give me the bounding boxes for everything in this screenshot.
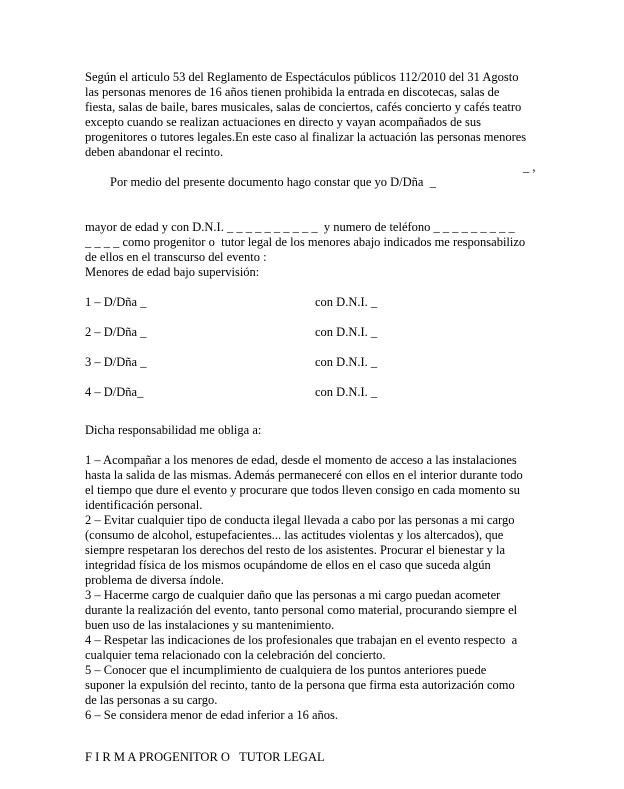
minor-name-blank: 1 – D/Dña _ [85,295,147,309]
obligation-line: 2 – Evitar cualquier tipo de conducta ilegal llevada a cabo por las personas a mi cargo [85,513,515,527]
declaration-line-name [85,160,555,220]
obligations-list [85,453,555,723]
intro-line: excepto cuando se realizan actuaciones en directo y vayan acompañados de sus [85,115,482,129]
intro-line: las personas menores de 16 años tienen prohibida la entrada en discotecas, salas de [85,85,500,99]
obligation-line: cualquier tema relacionado con la celebración del concierto. [85,648,386,662]
minor-row-3 [85,355,555,370]
declaration-line: _ _ _ _ como progenitor o tutor legal de los menores abajo indicados me responsabilizo [85,235,526,249]
obligation-line: de las personas a su cargo. [85,693,218,707]
declaration-name-field-blank: Por medio del presente documento hago constar que yo D/Dña _ [110,175,436,189]
declaration-line: de ellos en el transcurso del evento : [85,250,267,264]
obligation-line: integridad física de los mismos ocupándome de ellos en el caso que suceda algún [85,558,491,572]
supervision-heading: Menores de edad bajo supervisión: [85,265,260,279]
intro-line: progenitores o tutores legales.En este caso al finalizar la actuación las personas menores [85,130,527,144]
minor-row-2 [85,325,555,340]
minor-name-blank: 3 – D/Dña _ [85,355,147,369]
intro-paragraph [85,70,555,160]
obligation-line: buen uso de las instalaciones y su mantenimiento. [85,618,335,632]
obligation-line: el tiempo que dure el evento y procurare que todos lleven consigo en cada momento su [85,483,520,497]
obligation-line: hasta la salida de las mismas. Además permaneceré con ellos en el interior durante todo [85,468,523,482]
minor-row-4 [85,385,555,400]
minor-row-1 [85,295,555,310]
minor-dni-blank: con D.N.I. _ [315,385,378,399]
obligation-line: 5 – Conocer que el incumplimiento de cualquiera de los puntos anteriores puede [85,663,487,677]
declaration-paragraph [85,160,555,280]
intro-line: deben abandonar el recinto. [85,145,224,159]
obligations-heading: Dicha responsabilidad me obliga a: [85,423,262,437]
obligation-line: 4 – Respetar las indicaciones de los profesionales que trabajan en el evento respecto a [85,633,518,647]
minor-dni-blank: con D.N.I. _ [315,325,378,339]
intro-line: Según el articulo 53 del Reglamento de Espectáculos públicos 112/2010 del 31 Agosto [85,70,519,84]
minors-list [85,295,555,400]
obligation-line: siempre respetaran los derechos del resto de los asistentes. Procurar el bienestar y la [85,543,505,557]
obligation-line: 1 – Acompañar a los menores de edad, desde el momento de acceso a las instalaciones [85,453,517,467]
obligation-line: durante la realización del evento, tanto personal como material, procurando siempre el [85,603,518,617]
minor-dni-blank: con D.N.I. _ [315,355,378,369]
signature-heading: F I R M A PROGENITOR O TUTOR LEGAL [85,750,325,764]
declaration-name-field-blank-end: _ , [523,160,536,174]
obligation-line: suponer la expulsión del recinto, tanto de la persona que firma esta autorización como [85,678,515,692]
obligation-line: (consumo de alcohol, estupefacientes... las actitudes violentas y los altercados), que [85,528,504,542]
document-content [85,70,555,765]
obligation-line: identificación personal. [85,498,203,512]
obligation-line: 3 – Hacerme cargo de cualquier daño que las personas a mi cargo puedan acometer [85,588,501,602]
declaration-dni-phone-blank: mayor de edad y con D.N.I. _ _ _ _ _ _ _ _ _ _ y numero de teléfono _ _ _ _ _ _ _ _ _ [85,220,515,234]
obligation-line: 6 – Se considera menor de edad inferior a 16 años. [85,708,339,722]
minor-name-blank: 4 – D/Dña_ [85,385,144,399]
minor-name-blank: 2 – D/Dña _ [85,325,147,339]
minor-dni-blank: con D.N.I. _ [315,295,378,309]
obligation-line: problema de diversa índole. [85,573,224,587]
intro-line: fiesta, salas de baile, bares musicales, salas de conciertos, cafés concierto y cafés teatro [85,100,522,114]
